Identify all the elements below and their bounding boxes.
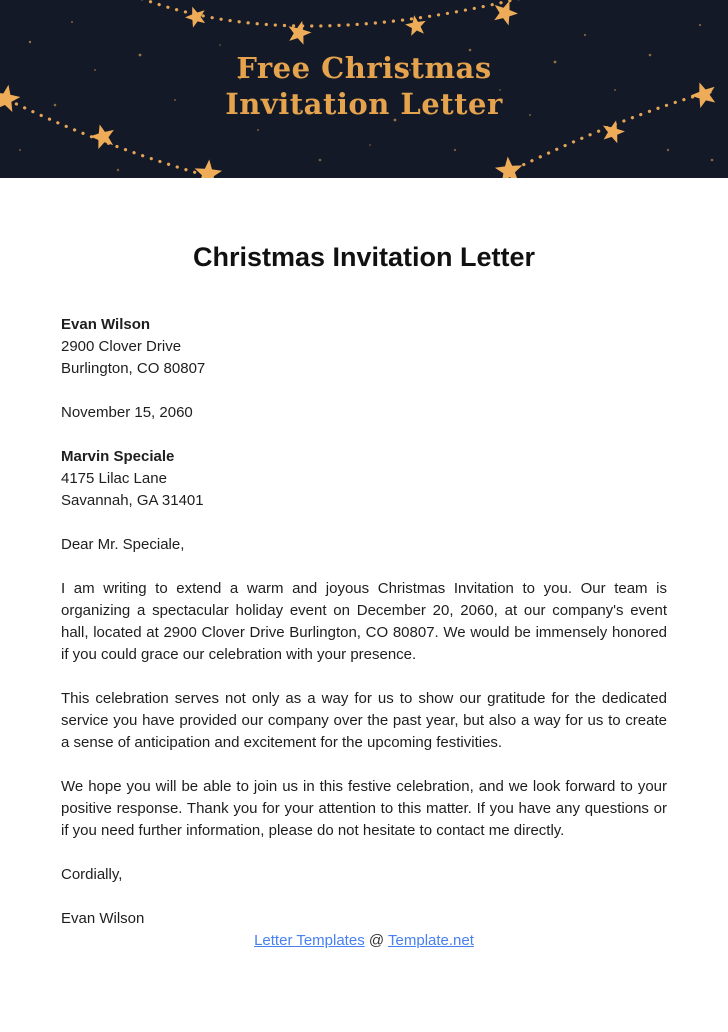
sender-address-block: [61, 314, 667, 380]
document-title: Christmas Invitation Letter: [192, 242, 536, 272]
sender-name: Evan Wilson: [61, 316, 151, 333]
sender-address-line2: Burlington, CO 80807: [61, 360, 206, 377]
salutation: Dear Mr. Speciale,: [61, 536, 185, 553]
signature-name: Evan Wilson: [61, 910, 145, 927]
star-icon: [182, 3, 208, 29]
closing: Cordially,: [61, 866, 123, 883]
recipient-address-line2: Savannah, GA 31401: [61, 492, 204, 509]
body-paragraph-1: I am writing to extend a warm and joyous Christmas Invitation to you. Our team is organizing a spectacular holiday event on December 20, 2060, at our company's event hall, located at 2900 Clover Drive Burlington, CO 80807. We would be immensely honored if you could grace our celebration with your presence.: [61, 580, 667, 663]
garland-string: [125, 0, 560, 26]
body-paragraph-2: This celebration serves not only as a way for us to show our gratitude for the dedicated service you have provided our company over the past year, but also a way for us to create a sense of anticipation and excitement for the upcoming festivities.: [61, 690, 667, 751]
header-title-line1: Free Christmas: [236, 51, 492, 85]
star-icon: [285, 18, 314, 46]
star-icon: [193, 158, 223, 178]
recipient-name: Marvin Speciale: [61, 448, 175, 465]
star-icon: [88, 121, 118, 150]
recipient-address-line1: 4175 Lilac Lane: [61, 470, 167, 487]
star-icon: [490, 0, 521, 27]
footer-separator: @: [368, 932, 385, 949]
header-title: [0, 50, 728, 122]
sender-address-line1: 2900 Clover Drive: [61, 338, 182, 355]
header-banner: [0, 0, 728, 178]
template-net-link[interactable]: Template.net: [388, 932, 474, 949]
footer-attribution: [0, 930, 728, 952]
star-icon: [404, 13, 428, 36]
letter-date: November 15, 2060: [61, 404, 193, 421]
body-paragraph-3: We hope you will be able to join us in this festive celebration, and we look forward to your positive response. Thank you for your attention to this matter. If you have any questions or if you need further information, please do not hesitate to contact me directly.: [61, 778, 667, 839]
star-icon: [494, 155, 524, 178]
header-title-line2: Invitation Letter: [225, 87, 503, 121]
letter-templates-link[interactable]: Letter Templates: [254, 932, 365, 949]
recipient-address-block: [61, 446, 667, 512]
letter-body: [0, 178, 728, 930]
